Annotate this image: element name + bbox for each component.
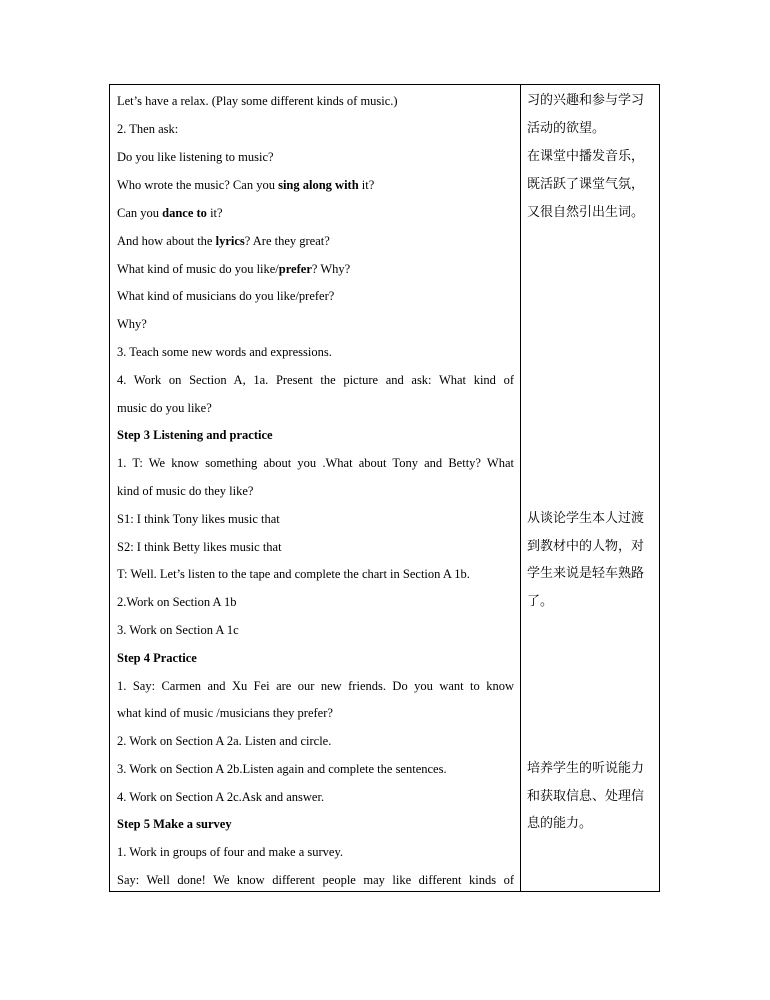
intent-line: 到教材中的人物，对 xyxy=(527,539,645,554)
intent-line: 习的兴趣和参与学习 xyxy=(527,93,645,108)
key-phrase: dance to xyxy=(162,206,207,220)
procedure-line: 4. Work on Section A, 1a. Present the picture and ask: What kind of xyxy=(117,373,514,387)
procedure-line: S2: I think Betty likes music that xyxy=(117,540,282,554)
intent-line: 又很自然引出生词。 xyxy=(527,205,645,220)
step-heading: Step 3 Listening and practice xyxy=(117,428,273,442)
intent-line: 培养学生的听说能力 xyxy=(527,761,645,776)
procedure-line: Say: Well done! We know different people may like different kinds of xyxy=(117,873,514,887)
procedure-line: 3. Teach some new words and expressions. xyxy=(117,345,332,359)
procedure-line: Who wrote the music? Can you sing along with it? xyxy=(117,178,375,192)
procedure-line: Can you dance to it? xyxy=(117,206,223,220)
procedure-line: 4. Work on Section A 2c.Ask and answer. xyxy=(117,790,325,804)
procedure-line: 2. Work on Section A 2a. Listen and circle. xyxy=(117,734,332,748)
intent-line: 活动的欲望。 xyxy=(527,121,606,136)
procedure-line: What kind of music do you like/prefer? Why? xyxy=(117,262,351,276)
procedure-line: what kind of music /musicians they prefer? xyxy=(117,706,333,720)
procedure-line: T: Well. Let’s listen to the tape and complete the chart in Section A 1b. xyxy=(117,567,470,581)
key-phrase: prefer xyxy=(278,262,312,276)
procedure-line: 1. T: We know something about you .What about Tony and Betty? What xyxy=(117,456,514,470)
intent-line: 学生来说是轻车熟路 xyxy=(527,566,645,581)
procedure-line: S1: I think Tony likes music that xyxy=(117,512,280,526)
key-phrase: sing along with xyxy=(278,178,359,192)
procedure-line: 1. Work in groups of four and make a survey. xyxy=(117,845,344,859)
procedure-line: Let’s have a relax. (Play some different kinds of music.) xyxy=(117,94,398,108)
intent-line: 和获取信息、处理信 xyxy=(527,789,645,804)
procedure-line: 1. Say: Carmen and Xu Fei are our new friends. Do you want to know xyxy=(117,679,514,693)
design-intent-cell xyxy=(521,85,660,891)
procedure-line: Do you like listening to music? xyxy=(117,150,274,164)
intent-line: 了。 xyxy=(527,594,554,609)
lesson-plan-table xyxy=(109,84,660,892)
intent-line: 既活跃了课堂气氛， xyxy=(527,177,645,192)
intent-line: 从谈论学生本人过渡 xyxy=(527,511,645,526)
procedure-line: What kind of musicians do you like/prefer? xyxy=(117,289,335,303)
step-heading: Step 5 Make a survey xyxy=(117,817,232,831)
procedure-line: kind of music do they like? xyxy=(117,484,254,498)
teaching-procedure-cell xyxy=(110,85,520,891)
intent-line: 息的能力。 xyxy=(527,816,593,831)
intent-line: 在课堂中播发音乐， xyxy=(527,149,645,164)
procedure-line: music do you like? xyxy=(117,401,212,415)
procedure-line: 3. Work on Section A 2b.Listen again and complete the sentences. xyxy=(117,762,447,776)
procedure-line: And how about the lyrics? Are they great? xyxy=(117,234,330,248)
key-phrase: lyrics xyxy=(215,234,245,248)
step-heading: Step 4 Practice xyxy=(117,651,197,665)
procedure-line: 2. Then ask: xyxy=(117,122,179,136)
procedure-line: Why? xyxy=(117,317,147,331)
procedure-line: 2.Work on Section A 1b xyxy=(117,595,237,609)
procedure-line: 3. Work on Section A 1c xyxy=(117,623,239,637)
